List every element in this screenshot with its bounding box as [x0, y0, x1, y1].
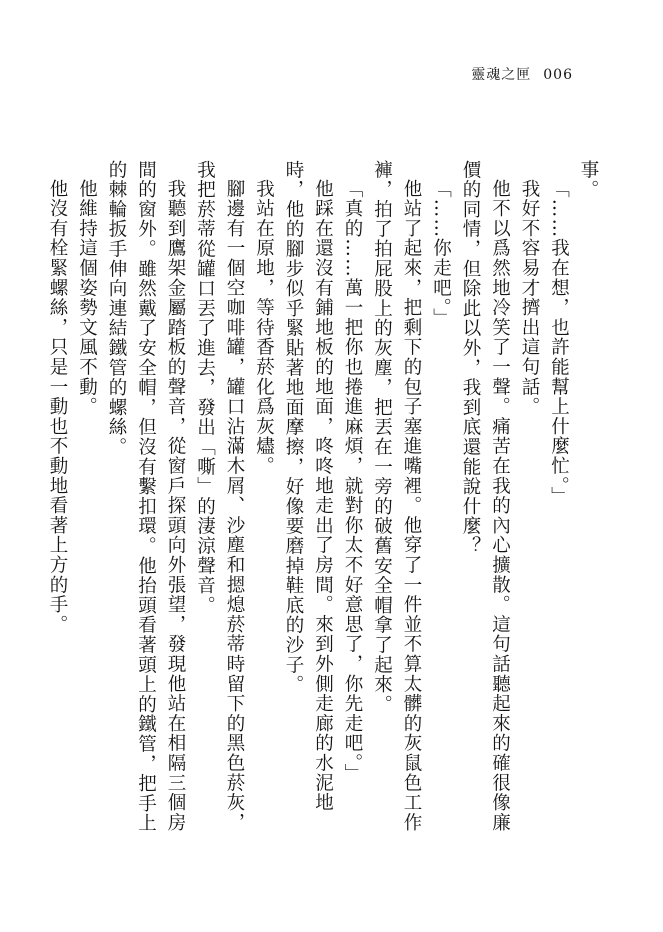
paragraph: 我站在原地，等待香菸化爲灰燼。 [253, 178, 275, 476]
page-header [471, 64, 573, 84]
paragraph: 「真的……萬一把你也捲進麻煩，就對你太不好意思了，你先走吧。」 [342, 178, 363, 784]
paragraph: 他維持這個姿勢文風不動。 [76, 178, 98, 417]
body-text [43, 160, 603, 840]
paragraph: 事。 [578, 160, 599, 200]
paragraph: 他踩在還沒有鋪地板的地面，咚咚地走出了房間。來到外側走廊的水泥地時，他的腳步似乎緊貼著地面摩擦，好像要磨掉鞋底的沙子。 [283, 160, 334, 813]
paragraph: 他不以爲然地冷笑了一聲。痛苦在我的內心擴散。這句話聽起來的確很像廉價的同情，但除此以外，我到底還能說什麼？ [460, 160, 511, 832]
paragraph: 他站了起來，把剩下的包子塞進嘴裡。他穿了一件並不算太髒的灰鼠色工作褲，拍了拍屁股上的灰塵，把丟在一旁的破舊安全帽拿了起來。 [371, 160, 422, 832]
paragraph: 他沒有栓緊螺絲，只是一動也不動地看著上方的手。 [47, 178, 68, 634]
paragraph: 「……你走吧。」 [430, 178, 452, 328]
page-number: 006 [543, 67, 573, 83]
paragraph: 腳邊有一個空咖啡罐，罐口沾滿木屑、沙塵和摁熄菸蒂時留下的黑色菸灰，我把菸蒂從罐口丟了進去，發出「嘶」的淒涼聲音。 [194, 160, 245, 832]
paragraph: 「……我在想，也許能幫上什麼忙。」 [548, 178, 570, 506]
paragraph: 我聽到鷹架金屬踏板的聲音，從窗戶探頭向外張望，發現他站在相隔三個房間的窗外。雖然戴了安全帽，但沒有繫扣環。他抬頭看著頭上的鐵管，把手上的棘輪扳手伸向連結鐵管的螺絲。 [106, 160, 186, 834]
book-title: 靈魂之匣 [471, 67, 532, 83]
paragraph: 我好不容易才擠出這句話。 [519, 178, 540, 417]
